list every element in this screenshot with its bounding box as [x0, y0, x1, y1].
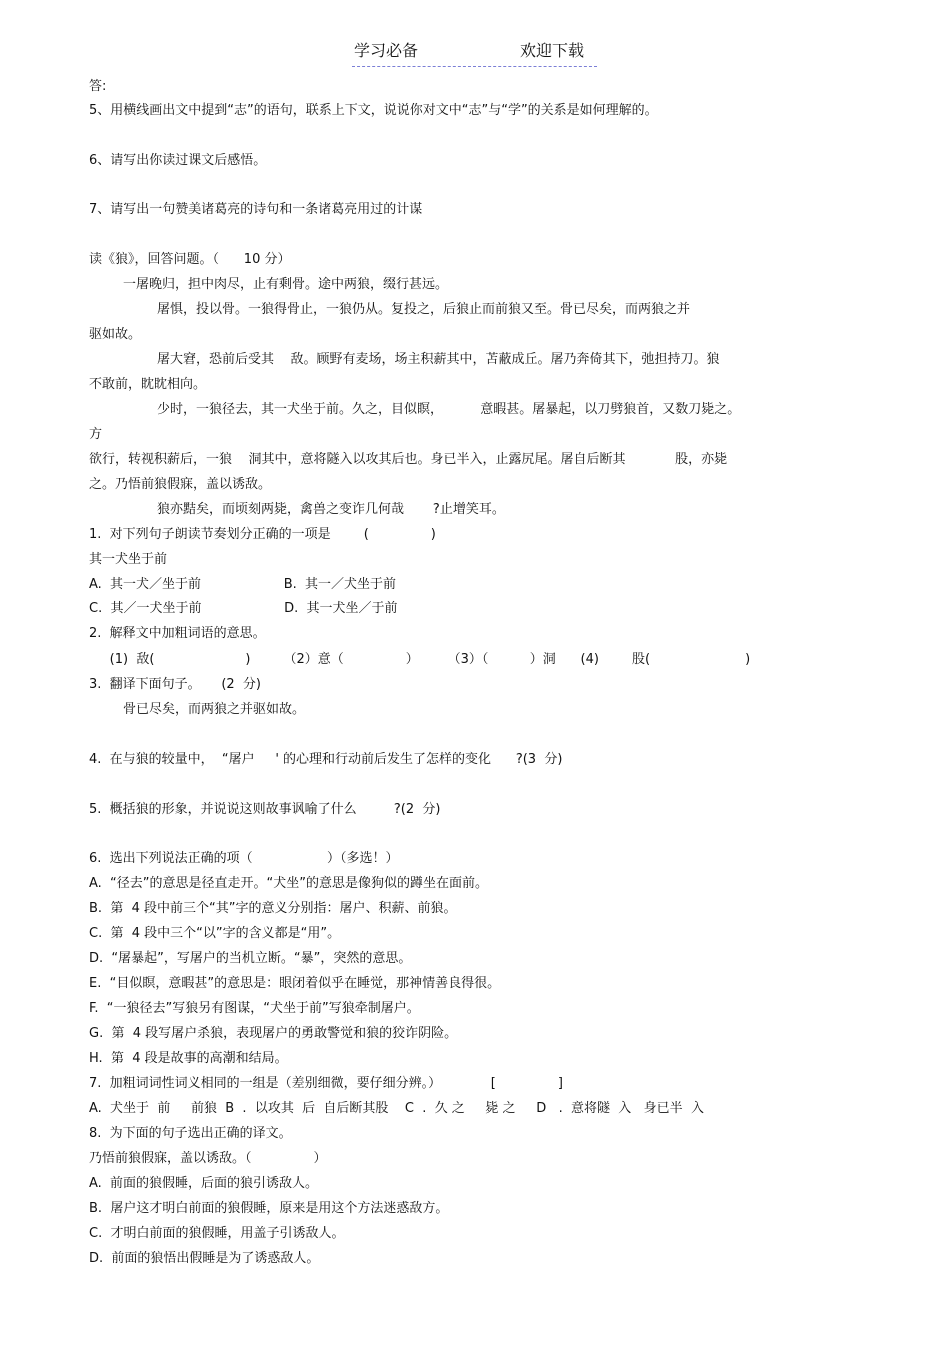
text-line: A. 其一犬／坐于前 B. 其一／犬坐于前: [89, 577, 397, 592]
text-line: 欲行，转视积薪后，一狼 洞其中，意将隧入以攻其后也。身已半入，止露尻尾。屠自后断其 股，亦毙: [89, 452, 728, 467]
text-line: 6、请写出你读过课文后感悟。: [89, 153, 267, 168]
text-line: D. 前面的狼悟出假睡是为了诱惑敌人。: [89, 1251, 320, 1266]
text-line: D. “屠暴起”，写屠户的当机立断。“暴”，突然的意思。: [89, 951, 412, 966]
text-line: 乃悟前狼假寐，盖以诱敌。（ ）: [89, 1151, 327, 1166]
text-line: 答:: [89, 79, 107, 94]
text-line: 其一犬坐于前: [89, 552, 168, 567]
text-line: 少时，一狼径去，其一犬坐于前。久之，目似瞑， 意暇甚。屠暴起，以刀劈狼首，又数刀毙之。: [157, 402, 741, 417]
text-line: 方: [89, 427, 103, 442]
text-line: C. 才明白前面的狼假睡，用盖子引诱敌人。: [89, 1226, 345, 1241]
text-line: 读《狼》，回答问题。（ 10 分）: [89, 252, 291, 267]
text-line: 驱如故。: [89, 327, 142, 342]
text-line: 2. 解释文中加粗词语的意思。: [89, 626, 266, 641]
text-line: 6. 选出下列说法正确的项（ ）（多选！）: [89, 851, 399, 866]
text-line: 4. 在与狼的较量中， “屠户 ' 的心理和行动前后发生了怎样的变化 ?(3 分): [89, 752, 563, 767]
text-line: 7、请写出一句赞美诸葛亮的诗句和一条诸葛亮用过的计谋: [89, 202, 423, 217]
text-line: B. 屠户这才明白前面的狼假睡，原来是用这个方法迷惑敌方。: [89, 1201, 449, 1216]
text-line: 屠大窘，恐前后受其 敌。顾野有麦场，场主积薪其中，苫蔽成丘。屠乃奔倚其下，弛担持刀。狼: [157, 352, 720, 367]
text-line: E. “目似瞑，意暇甚”的意思是：眼闭着似乎在睡觉，那神情善良得很。: [89, 976, 501, 991]
text-line: H. 第 4 段是故事的高潮和结局。: [89, 1051, 288, 1066]
header-left-text: 学习必备: [354, 41, 419, 60]
text-line: 5. 概括狼的形象，并说说这则故事讽喻了什么 ?(2 分): [89, 802, 441, 817]
header-right-text: 欢迎下载: [520, 41, 585, 60]
text-line: F. “一狼径去”写狼另有图谋，“犬坐于前”写狼牵制屠户。: [89, 1001, 420, 1016]
text-line: A. 犬坐于 前 前狼 B . 以攻其 后 自后断其股 C . 久 之 毙 之 D . 意将隧 入 身已半 入: [89, 1101, 704, 1116]
text-line: B. 第 4 段中前三个“其”字的意义分别指：屠户、积薪、前狼。: [89, 901, 457, 916]
text-line: 屠惧，投以骨。一狼得骨止，一狼仍从。复投之，后狼止而前狼又至。骨已尽矣，而两狼之并: [157, 302, 691, 317]
text-line: C. 其／一犬坐于前 D. 其一犬坐／于前: [89, 601, 398, 616]
text-line: 之。乃悟前狼假寐，盖以诱敌。: [89, 477, 272, 492]
text-line: A. “径去”的意思是径直走开。“犬坐”的意思是像狗似的蹲坐在面前。: [89, 876, 489, 891]
text-line: 狼亦黠矣，而顷刻两毙，禽兽之变诈几何哉 ?止增笑耳。: [157, 502, 505, 517]
text-line: 5、用横线画出文中提到“志”的语句，联系上下文，说说你对文中“志”与“学”的关系是如何理解的。: [89, 103, 658, 118]
text-line: 骨已尽矣，而两狼之并驱如故。: [123, 702, 306, 717]
text-line: A. 前面的狼假睡，后面的狼引诱敌人。: [89, 1176, 319, 1191]
text-line: 3. 翻译下面句子。 (2 分): [89, 677, 262, 692]
text-line: 7. 加粗词词性词义相同的一组是（差别细微，要仔细分辨。） [ ]: [89, 1076, 563, 1091]
text-line: G. 第 4 段写屠户杀狼，表现屠户的勇敢警觉和狼的狡诈阴险。: [89, 1026, 458, 1041]
text-line: 8. 为下面的句子选出正确的译文。: [89, 1126, 292, 1141]
text-line: 1. 对下列句子朗读节奏划分正确的一项是 ( ): [89, 527, 436, 542]
page-header: [352, 40, 597, 67]
text-line: 不敢前，眈眈相向。: [89, 377, 207, 392]
text-line: 一屠晚归，担中肉尽，止有剩骨。途中两狼，缀行甚远。: [123, 277, 449, 292]
text-line: (1) 敌( ) （2）意（ ） （3）（ ）洞 (4) 股( ): [89, 652, 751, 667]
text-line: C. 第 4 段中三个“以”字的含义都是“用”。: [89, 926, 341, 941]
